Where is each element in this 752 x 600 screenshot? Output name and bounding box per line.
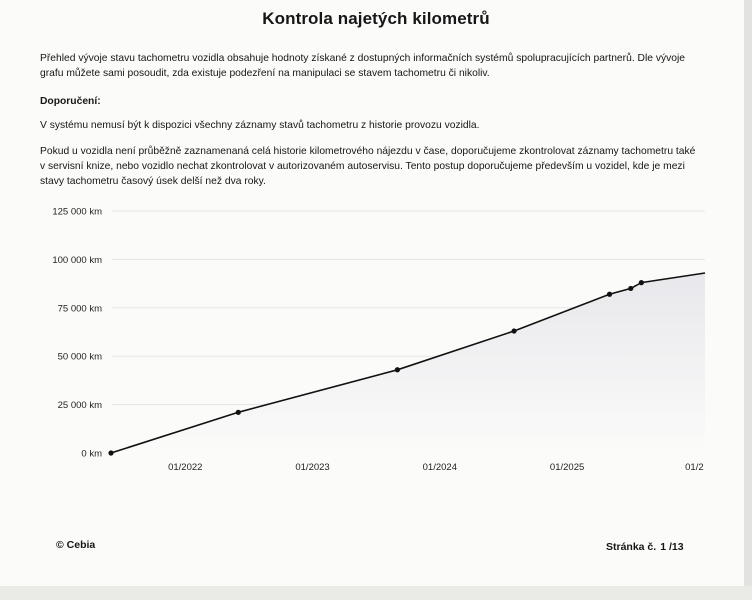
advice-paragraph bbox=[40, 144, 720, 189]
intro-line: Přehled vývoje stavu tachometru vozidla obsahuje hodnoty získané z dostupných informačních systémů spolupracujících partnerů. Dle vývoje bbox=[40, 53, 686, 64]
data-point bbox=[108, 450, 113, 455]
recommendation-heading: Doporučení: bbox=[40, 96, 101, 107]
footer-page-number bbox=[606, 541, 684, 553]
page-value: 1 /13 bbox=[660, 541, 684, 553]
data-point bbox=[236, 410, 241, 415]
scan-edge-right bbox=[744, 0, 752, 600]
scan-edge-bottom bbox=[0, 586, 752, 600]
data-point bbox=[511, 328, 516, 333]
y-tick-label: 75 000 km bbox=[57, 303, 102, 315]
recommendation-paragraph: V systému nemusí být k dispozici všechny záznamy stavů tachometru z historie provozu vozidla. bbox=[40, 120, 480, 131]
x-tick-label: 01/2 bbox=[685, 462, 704, 473]
footer-brand: © Cebia bbox=[56, 539, 96, 551]
odometer-chart bbox=[0, 195, 752, 485]
y-tick-label: 0 km bbox=[81, 448, 102, 460]
data-point bbox=[628, 286, 633, 291]
x-tick-label: 01/2024 bbox=[422, 462, 457, 473]
mileage-area bbox=[111, 273, 705, 453]
page-label: Stránka č. bbox=[606, 541, 657, 553]
data-point bbox=[607, 292, 612, 297]
intro-line: grafu můžete sami posoudit, zda existuje podezření na manipulaci se stavem tachometru či nikoliv. bbox=[40, 68, 490, 79]
advice-line: stavy tachometru časový úsek delší než dva roky. bbox=[40, 176, 266, 187]
y-tick-label: 25 000 km bbox=[57, 400, 102, 412]
y-tick-label: 100 000 km bbox=[52, 254, 102, 266]
y-tick-label: 50 000 km bbox=[57, 351, 102, 363]
advice-line: v servisní knize, nebo vozidlo nechat zkontrolovat v autorizovaném autoservisu. Tento postup doporučujeme především u vozidel, kde je mezi bbox=[40, 161, 685, 172]
advice-line: Pokud u vozidla není průběžně zaznamenaná celá historie kilometrového nájezdu v čase, doporučujeme zkontrolovat záznamy tachometru také bbox=[40, 146, 696, 157]
data-point bbox=[395, 367, 400, 372]
x-tick-label: 01/2022 bbox=[168, 462, 203, 473]
x-tick-label: 01/2025 bbox=[549, 462, 585, 473]
page-title: Kontrola najetých kilometrů bbox=[262, 9, 490, 28]
x-tick-label: 01/2023 bbox=[295, 462, 330, 473]
data-point bbox=[639, 280, 644, 285]
y-tick-label: 125 000 km bbox=[52, 206, 102, 218]
intro-paragraph bbox=[40, 51, 720, 81]
